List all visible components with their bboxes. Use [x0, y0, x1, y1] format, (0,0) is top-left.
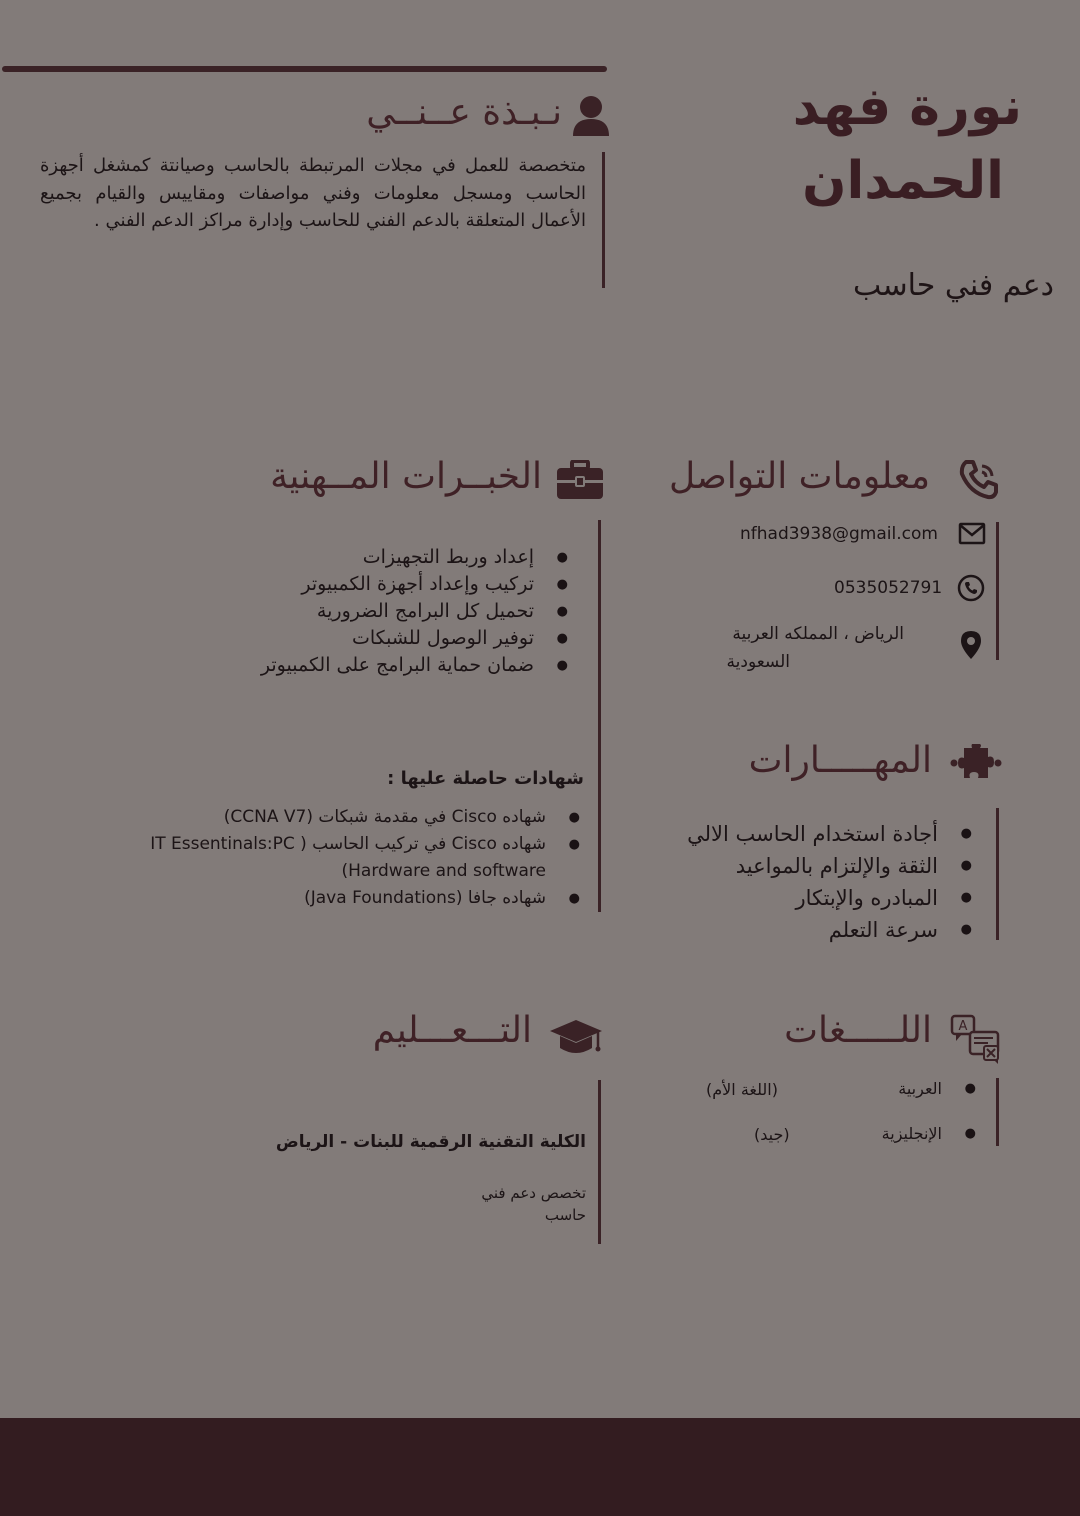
education-title: التـــعـــليم	[372, 1010, 532, 1051]
name-line-2: الحمدان	[802, 151, 1004, 211]
language-level: (جيد)	[754, 1125, 790, 1144]
certificate-item: ● شهاده جافا (Java Foundations)	[150, 885, 580, 912]
phone-icon	[957, 574, 985, 602]
experience-item: ● توفير الوصول للشبكات	[261, 625, 568, 652]
puzzle-icon	[950, 744, 1002, 782]
experience-title: الخبــرات المــهنية	[270, 456, 542, 497]
email-icon	[958, 522, 986, 546]
certificate-continuation-text: Hardware and software)	[341, 861, 546, 881]
skill-item: ● الثقة والإلتزام بالمواعيد	[687, 850, 972, 882]
experience-list	[261, 544, 568, 679]
contact-divider	[996, 522, 999, 660]
translate-icon	[950, 1014, 1002, 1066]
location-pin-icon	[960, 630, 982, 660]
skills-title: المهـــــارات	[748, 740, 932, 781]
about-divider	[602, 152, 605, 288]
user-icon	[571, 94, 611, 138]
phone-call-icon	[958, 458, 1000, 500]
address-line-2: السعودية	[726, 652, 790, 672]
name-line-1: نورة فهد	[792, 77, 1022, 137]
experience-item: ● ضمان حماية البرامج على الكمبيوتر	[261, 652, 568, 679]
certificate-continuation	[150, 858, 580, 885]
language-name: الإنجليزية	[881, 1124, 942, 1143]
briefcase-icon	[556, 460, 604, 500]
svg-text:A: A	[958, 1019, 968, 1034]
experience-item: ● إعداد وربط التجهيزات	[261, 544, 568, 571]
skills-divider	[996, 808, 999, 940]
education-major-line-1: تخصص دعم فني	[481, 1184, 586, 1202]
languages-title: اللـــــغات	[784, 1010, 932, 1051]
address-line-1: الرياض ، المملكه العربية	[732, 624, 904, 644]
certificates-list	[150, 804, 580, 912]
skill-item: ● المبادره والإبتكار	[687, 882, 972, 914]
education-divider	[598, 1080, 601, 1244]
job-title: دعم فني حاسب	[853, 268, 1054, 303]
language-level: (اللغة الأم)	[706, 1080, 778, 1099]
footer-band	[0, 1418, 1080, 1516]
email-value: nfhad3938@gmail.com	[740, 524, 938, 544]
header-divider	[2, 66, 607, 72]
languages-divider	[996, 1078, 999, 1146]
about-text: متخصصة للعمل في مجلات المرتبطة بالحاسب وصيانتة كمشغل أجهزة الحاسب ومسجل معلومات وفني مواصفات ومقاييس والقيام بجميع الأعمال المتعلقة بالدعم الفني للحاسب وإدارة مراكز الدعم الفني .	[40, 155, 586, 231]
languages-list	[882, 1080, 976, 1143]
phone-value: 0535052791	[834, 578, 943, 598]
language-item	[882, 1125, 976, 1143]
experience-divider	[598, 520, 601, 912]
about-title: نـبـذة عــنــي	[366, 92, 562, 133]
skill-item: ● أجادة استخدام الحاسب الالي	[687, 818, 972, 850]
contact-title: معلومات التواصل	[668, 456, 930, 497]
certificate-item: ● شهاده Cisco في مقدمة شبكات (CCNA V7)	[150, 804, 580, 831]
education-major-line-2: حاسب	[544, 1206, 586, 1224]
education-institution: الكلية التقنية الرقمية للبنات - الرياض	[275, 1132, 586, 1152]
language-name: العربية	[898, 1079, 942, 1098]
skill-item: ● سرعة التعلم	[687, 914, 972, 946]
graduation-cap-icon	[548, 1018, 604, 1058]
certificates-title: شهادات حاصلة عليها :	[387, 768, 584, 789]
language-item	[882, 1080, 976, 1098]
experience-item: ● تحميل كل البرامج الضرورية	[261, 598, 568, 625]
certificate-item: ● شهاده Cisco في تركيب الحاسب ( IT Essentinals:PC	[150, 831, 580, 858]
skills-list	[687, 818, 972, 946]
experience-item: ● تركيب وإعداد أجهزة الكمبيوتر	[261, 571, 568, 598]
